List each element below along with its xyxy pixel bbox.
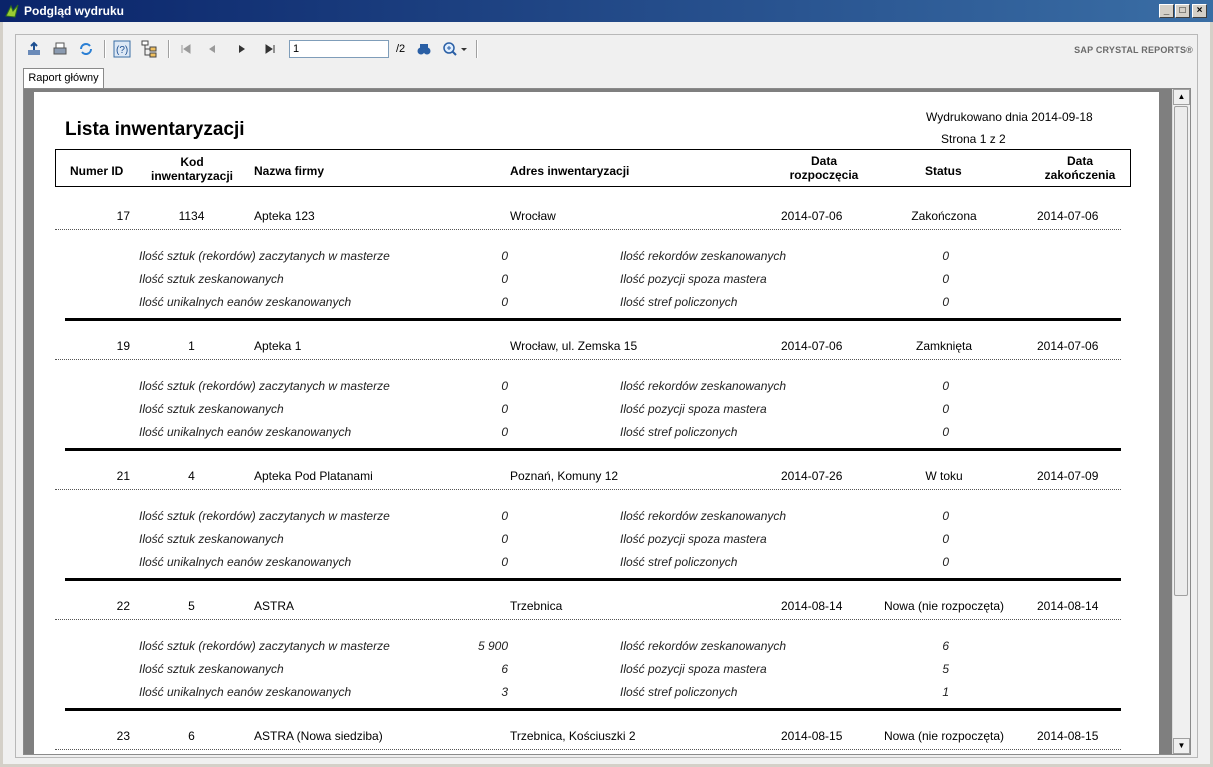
row-status: Zakończona <box>911 209 977 223</box>
row-firma: ASTRA (Nowa siedziba) <box>254 729 383 743</box>
row-divider <box>55 489 1121 490</box>
stat-label-left: Ilość unikalnych eanów zeskanowanych <box>139 425 352 439</box>
stat-label-left: Ilość sztuk zeskanowanych <box>139 662 284 676</box>
row-id: 23 <box>116 729 130 743</box>
row-id: 22 <box>116 599 130 613</box>
viewer-panel <box>15 34 1198 758</box>
report-title: Lista inwentaryzacji <box>65 119 245 140</box>
stat-value-left: 0 <box>501 509 508 523</box>
report-page <box>34 92 1159 755</box>
stat-value-left: 0 <box>501 249 508 263</box>
stat-label-left: Ilość unikalnych eanów zeskanowanych <box>139 555 352 569</box>
row-status: Nowa (nie rozpoczęta) <box>883 599 1005 613</box>
maximize-button[interactable]: □ <box>1175 4 1190 18</box>
row-status: Nowa (nie rozpoczęta) <box>883 729 1005 743</box>
row-kod: 6 <box>188 729 195 743</box>
row-divider <box>55 749 1121 750</box>
row-id: 21 <box>116 469 130 483</box>
page-number-input[interactable]: 1 <box>289 40 389 58</box>
stat-label-right: Ilość rekordów zeskanowanych <box>620 379 787 393</box>
group-separator <box>65 448 1121 451</box>
first-page-icon[interactable] <box>176 39 196 59</box>
stat-label-right: Ilość pozycji spoza mastera <box>620 272 767 286</box>
row-firma: Apteka Pod Platanami <box>254 469 373 483</box>
minimize-button[interactable]: _ <box>1159 4 1174 18</box>
group-separator <box>65 708 1121 711</box>
stat-value-left: 6 <box>501 662 508 676</box>
row-end-date: 2014-08-14 <box>1037 599 1099 613</box>
header-adres: Adres inwentaryzacji <box>510 164 630 178</box>
stat-value-right: 0 <box>942 555 949 569</box>
stat-value-left: 3 <box>501 685 508 699</box>
stat-value-left: 0 <box>501 379 508 393</box>
help-icon[interactable] <box>112 39 132 59</box>
header-kod-line2: inwentaryzacji <box>150 169 234 183</box>
row-adres: Trzebnica, Kościuszki 2 <box>510 729 636 743</box>
row-kod: 1134 <box>178 209 205 223</box>
window-titlebar <box>0 0 1213 22</box>
row-start-date: 2014-08-15 <box>781 729 843 743</box>
group-separator <box>65 578 1121 581</box>
refresh-icon[interactable] <box>76 39 96 59</box>
print-icon[interactable] <box>50 39 70 59</box>
stat-value-left: 0 <box>501 402 508 416</box>
stat-value-right: 0 <box>942 379 949 393</box>
stat-value-left: 0 <box>501 532 508 546</box>
brand-label: SAP CRYSTAL REPORTS® <box>1074 45 1193 55</box>
stat-value-right: 1 <box>942 685 949 699</box>
tab-main-report[interactable]: Raport główny <box>23 68 104 88</box>
row-divider <box>55 359 1121 360</box>
header-start-line2: rozpoczęcia <box>789 168 859 182</box>
stat-label-right: Ilość rekordów zeskanowanych <box>620 509 787 523</box>
row-firma: Apteka 1 <box>254 339 302 353</box>
row-end-date: 2014-07-06 <box>1037 209 1099 223</box>
window-title: Podgląd wydruku <box>24 4 125 18</box>
row-id: 17 <box>116 209 130 223</box>
app-icon <box>4 3 20 19</box>
header-end-line2: zakończenia <box>1044 168 1116 182</box>
row-status: Zamknięta <box>915 339 973 353</box>
stat-label-right: Ilość rekordów zeskanowanych <box>620 639 787 653</box>
printed-date: Wydrukowano dnia 2014-09-18 <box>926 110 1093 124</box>
row-adres: Trzebnica <box>510 599 563 613</box>
stat-value-left: 5 900 <box>477 639 508 653</box>
stat-value-left: 0 <box>501 295 508 309</box>
page-indicator: Strona 1 z 2 <box>941 132 1006 146</box>
stat-label-right: Ilość stref policzonych <box>620 295 738 309</box>
header-status: Status <box>925 164 962 178</box>
row-adres: Poznań, Komuny 12 <box>510 469 619 483</box>
close-button[interactable]: × <box>1192 4 1207 18</box>
stat-value-right: 0 <box>942 425 949 439</box>
row-end-date: 2014-07-06 <box>1037 339 1099 353</box>
stat-label-right: Ilość stref policzonych <box>620 685 738 699</box>
header-start-line1: Data <box>810 154 837 168</box>
row-divider <box>55 229 1121 230</box>
stat-label-right: Ilość stref policzonych <box>620 555 738 569</box>
row-divider <box>55 619 1121 620</box>
header-kod-line1: Kod <box>180 155 204 169</box>
row-start-date: 2014-07-06 <box>781 339 843 353</box>
window-frame <box>3 22 1210 764</box>
report-view <box>23 88 1191 755</box>
stat-label-right: Ilość pozycji spoza mastera <box>620 532 767 546</box>
row-kod: 4 <box>188 469 195 483</box>
row-end-date: 2014-08-15 <box>1037 729 1099 743</box>
export-icon[interactable] <box>24 39 44 59</box>
last-page-icon[interactable] <box>260 39 280 59</box>
stat-label-left: Ilość unikalnych eanów zeskanowanych <box>139 295 352 309</box>
stat-label-left: Ilość sztuk zeskanowanych <box>139 402 284 416</box>
row-start-date: 2014-08-14 <box>781 599 843 613</box>
stat-label-right: Ilość pozycji spoza mastera <box>620 402 767 416</box>
stat-label-left: Ilość sztuk (rekordów) zaczytanych w masterze <box>139 639 390 653</box>
row-adres: Wrocław, ul. Zemska 15 <box>510 339 638 353</box>
stat-value-right: 0 <box>942 509 949 523</box>
group-separator <box>65 318 1121 321</box>
stat-label-left: Ilość sztuk (rekordów) zaczytanych w masterze <box>139 509 390 523</box>
stat-value-right: 0 <box>942 402 949 416</box>
header-id: Numer ID <box>70 164 124 178</box>
stat-label-left: Ilość sztuk zeskanowanych <box>139 272 284 286</box>
row-firma: ASTRA <box>254 599 295 613</box>
stat-label-right: Ilość pozycji spoza mastera <box>620 662 767 676</box>
zoom-icon[interactable] <box>440 39 470 59</box>
group-tree-icon[interactable] <box>140 39 160 59</box>
stat-value-right: 0 <box>942 295 949 309</box>
toolbar <box>16 35 1197 63</box>
scroll-down-button[interactable]: ▼ <box>1173 738 1190 754</box>
stat-value-left: 0 <box>501 425 508 439</box>
row-adres: Wrocław <box>510 209 556 223</box>
stat-value-right: 0 <box>942 249 949 263</box>
page-total: /2 <box>396 43 406 55</box>
vertical-scrollbar[interactable] <box>1172 89 1190 754</box>
scroll-thumb[interactable] <box>1174 106 1188 596</box>
next-page-icon[interactable] <box>232 39 252 59</box>
header-firma: Nazwa firmy <box>254 164 325 178</box>
scroll-up-button[interactable]: ▲ <box>1173 89 1190 105</box>
stat-value-right: 6 <box>942 639 949 653</box>
row-kod: 5 <box>188 599 195 613</box>
stat-value-left: 0 <box>501 555 508 569</box>
row-kod: 1 <box>188 339 195 353</box>
stat-label-left: Ilość sztuk zeskanowanych <box>139 532 284 546</box>
stat-label-left: Ilość sztuk (rekordów) zaczytanych w masterze <box>139 379 390 393</box>
stat-value-left: 0 <box>501 272 508 286</box>
header-end-line1: Data <box>1066 154 1093 168</box>
stat-label-left: Ilość unikalnych eanów zeskanowanych <box>139 685 352 699</box>
stat-label-right: Ilość stref policzonych <box>620 425 738 439</box>
row-id: 19 <box>116 339 130 353</box>
row-status: W toku <box>925 469 963 483</box>
stat-label-right: Ilość rekordów zeskanowanych <box>620 249 787 263</box>
svg-text:(?): (?) <box>116 45 129 56</box>
row-firma: Apteka 123 <box>254 209 315 223</box>
row-start-date: 2014-07-06 <box>781 209 843 223</box>
stat-label-left: Ilość sztuk (rekordów) zaczytanych w masterze <box>139 249 390 263</box>
stat-value-right: 0 <box>942 272 949 286</box>
find-icon[interactable] <box>414 39 434 59</box>
stat-value-right: 0 <box>942 532 949 546</box>
prev-page-icon[interactable] <box>202 39 222 59</box>
stat-value-right: 5 <box>942 662 949 676</box>
row-end-date: 2014-07-09 <box>1037 469 1099 483</box>
row-start-date: 2014-07-26 <box>781 469 843 483</box>
